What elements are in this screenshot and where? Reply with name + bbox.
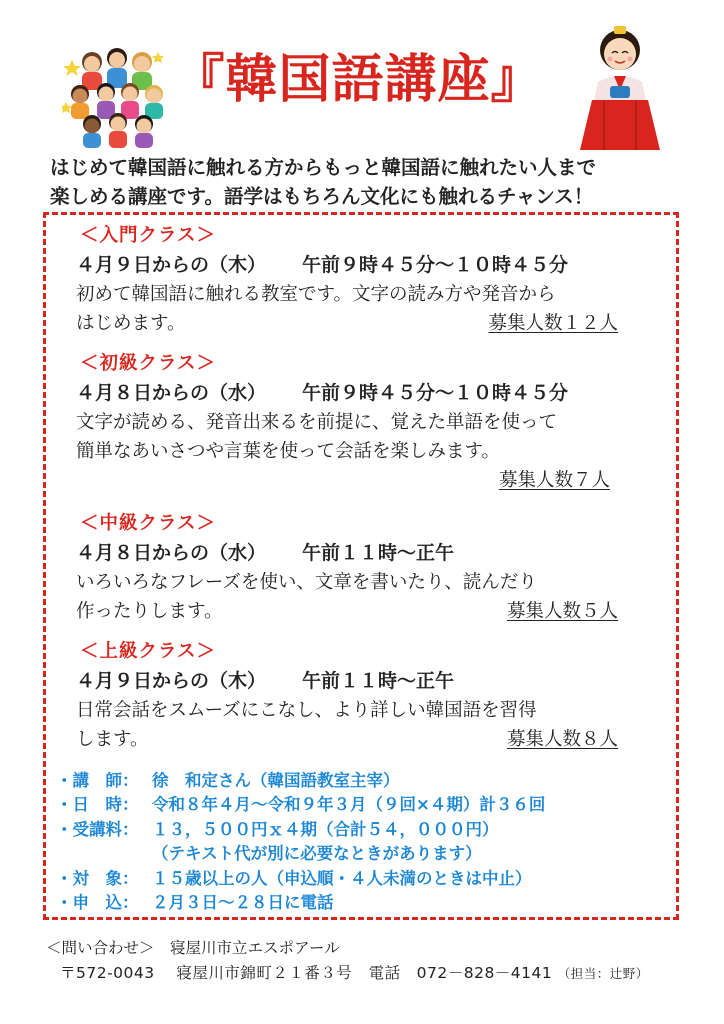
page-title: 『韓国語講座』 bbox=[172, 50, 544, 110]
class-section-elementary bbox=[76, 352, 636, 495]
class-description-line-1: いろいろなフレーズを使い、文章を書いたり、読んだり bbox=[76, 572, 537, 593]
info-value: 徐 和定さん（韓国語教室主宰） bbox=[152, 771, 400, 790]
info-row-fee bbox=[56, 818, 676, 842]
class-heading: ＜中級クラス＞ bbox=[80, 513, 216, 534]
class-description-line-2: 簡単なあいさつや言葉を使って会話を楽しみます。 bbox=[76, 441, 501, 462]
class-description-line-2 bbox=[76, 725, 636, 754]
class-description-line-2 bbox=[76, 309, 636, 338]
info-value: （テキスト代が別に必要なときがあります） bbox=[152, 844, 482, 864]
class-section-advanced bbox=[76, 640, 636, 754]
class-quota-row bbox=[76, 466, 636, 495]
info-value: １５歳以上の人（申込順・４人未満のときは中止） bbox=[152, 868, 532, 888]
info-label: ・受講料： bbox=[56, 819, 139, 839]
info-label: ・講 師： bbox=[56, 771, 139, 790]
class-description-line-1: 文字が読める、発音出来るを前提に、覚えた単語を使って bbox=[76, 412, 558, 433]
info-label: ・日 時： bbox=[56, 795, 139, 815]
children-group-illustration bbox=[62, 42, 170, 148]
class-schedule bbox=[76, 538, 636, 568]
class-date: ４月９日からの（木） bbox=[76, 670, 267, 692]
class-description-text: します。 bbox=[76, 729, 149, 750]
contact-person: （担当：辻野） bbox=[557, 966, 649, 981]
contact-address-line bbox=[60, 961, 686, 986]
class-schedule bbox=[76, 666, 636, 696]
info-row-schedule bbox=[56, 793, 676, 817]
class-heading: ＜初級クラス＞ bbox=[80, 353, 216, 374]
class-date: ４月８日からの（水） bbox=[76, 382, 267, 404]
class-time: 午前９時４５分～１０時４５分 bbox=[302, 382, 569, 404]
class-description-line-1: 初めて韓国語に触れる教室です。文字の読み方や発音から bbox=[76, 284, 556, 305]
class-heading: ＜上級クラス＞ bbox=[80, 641, 216, 662]
class-quota: 募集人数８人 bbox=[506, 729, 618, 750]
info-row-teacher bbox=[56, 769, 676, 793]
info-value: 令和８年４月～令和９年３月（９回×４期）計３６回 bbox=[152, 795, 546, 815]
intro-line-1: はじめて韓国語に触れる方からもっと韓国語に触れたい人まで bbox=[50, 156, 597, 179]
class-description-text: 作ったりします。 bbox=[76, 601, 223, 622]
class-description-line-1: 日常会話をスムーズにこなし、より詳しい韓国語を習得 bbox=[76, 700, 537, 721]
class-time: 午前１１時～正午 bbox=[302, 542, 455, 564]
class-date: ４月９日からの（木） bbox=[76, 254, 267, 276]
class-quota: 募集人数１２人 bbox=[488, 313, 618, 334]
class-quota: 募集人数５人 bbox=[506, 601, 618, 622]
class-section-beginner bbox=[76, 224, 636, 338]
info-value: １３，５００円ｘ４期（合計５４，０００円） bbox=[152, 819, 499, 839]
class-date: ４月８日からの（水） bbox=[76, 542, 267, 564]
class-description-text: はじめます。 bbox=[76, 313, 186, 334]
info-row-target bbox=[56, 867, 676, 891]
info-label: ・対 象： bbox=[56, 868, 139, 888]
info-row-apply bbox=[56, 891, 676, 915]
contact-info bbox=[46, 936, 686, 986]
address: 寝屋川市錦町２１番３号 bbox=[176, 964, 353, 982]
course-info-list bbox=[56, 769, 676, 915]
class-quota: 募集人数７人 bbox=[498, 470, 610, 491]
class-schedule bbox=[76, 250, 636, 280]
info-value: ２月３日～２８日に電話 bbox=[152, 892, 334, 912]
info-row-fee-note bbox=[56, 842, 676, 866]
class-schedule bbox=[76, 378, 636, 408]
intro-text bbox=[50, 153, 690, 211]
class-section-intermediate bbox=[76, 512, 636, 626]
phone-number: 電話 072－828－4141 bbox=[368, 964, 553, 982]
hanbok-woman-illustration bbox=[574, 20, 666, 152]
contact-heading: ＜問い合わせ＞ 寝屋川市立エスポアール bbox=[46, 939, 340, 957]
intro-line-2: 楽しめる講座です。語学はもちろん文化にも触れるチャンス！ bbox=[50, 185, 594, 208]
class-heading: ＜入門クラス＞ bbox=[80, 225, 216, 246]
class-time: 午前９時４５分～１０時４５分 bbox=[302, 254, 569, 276]
class-time: 午前１１時～正午 bbox=[302, 670, 455, 692]
class-description-line-2 bbox=[76, 597, 636, 626]
info-label: ・申 込： bbox=[56, 892, 139, 912]
postal-code: 〒572-0043 bbox=[60, 964, 155, 982]
